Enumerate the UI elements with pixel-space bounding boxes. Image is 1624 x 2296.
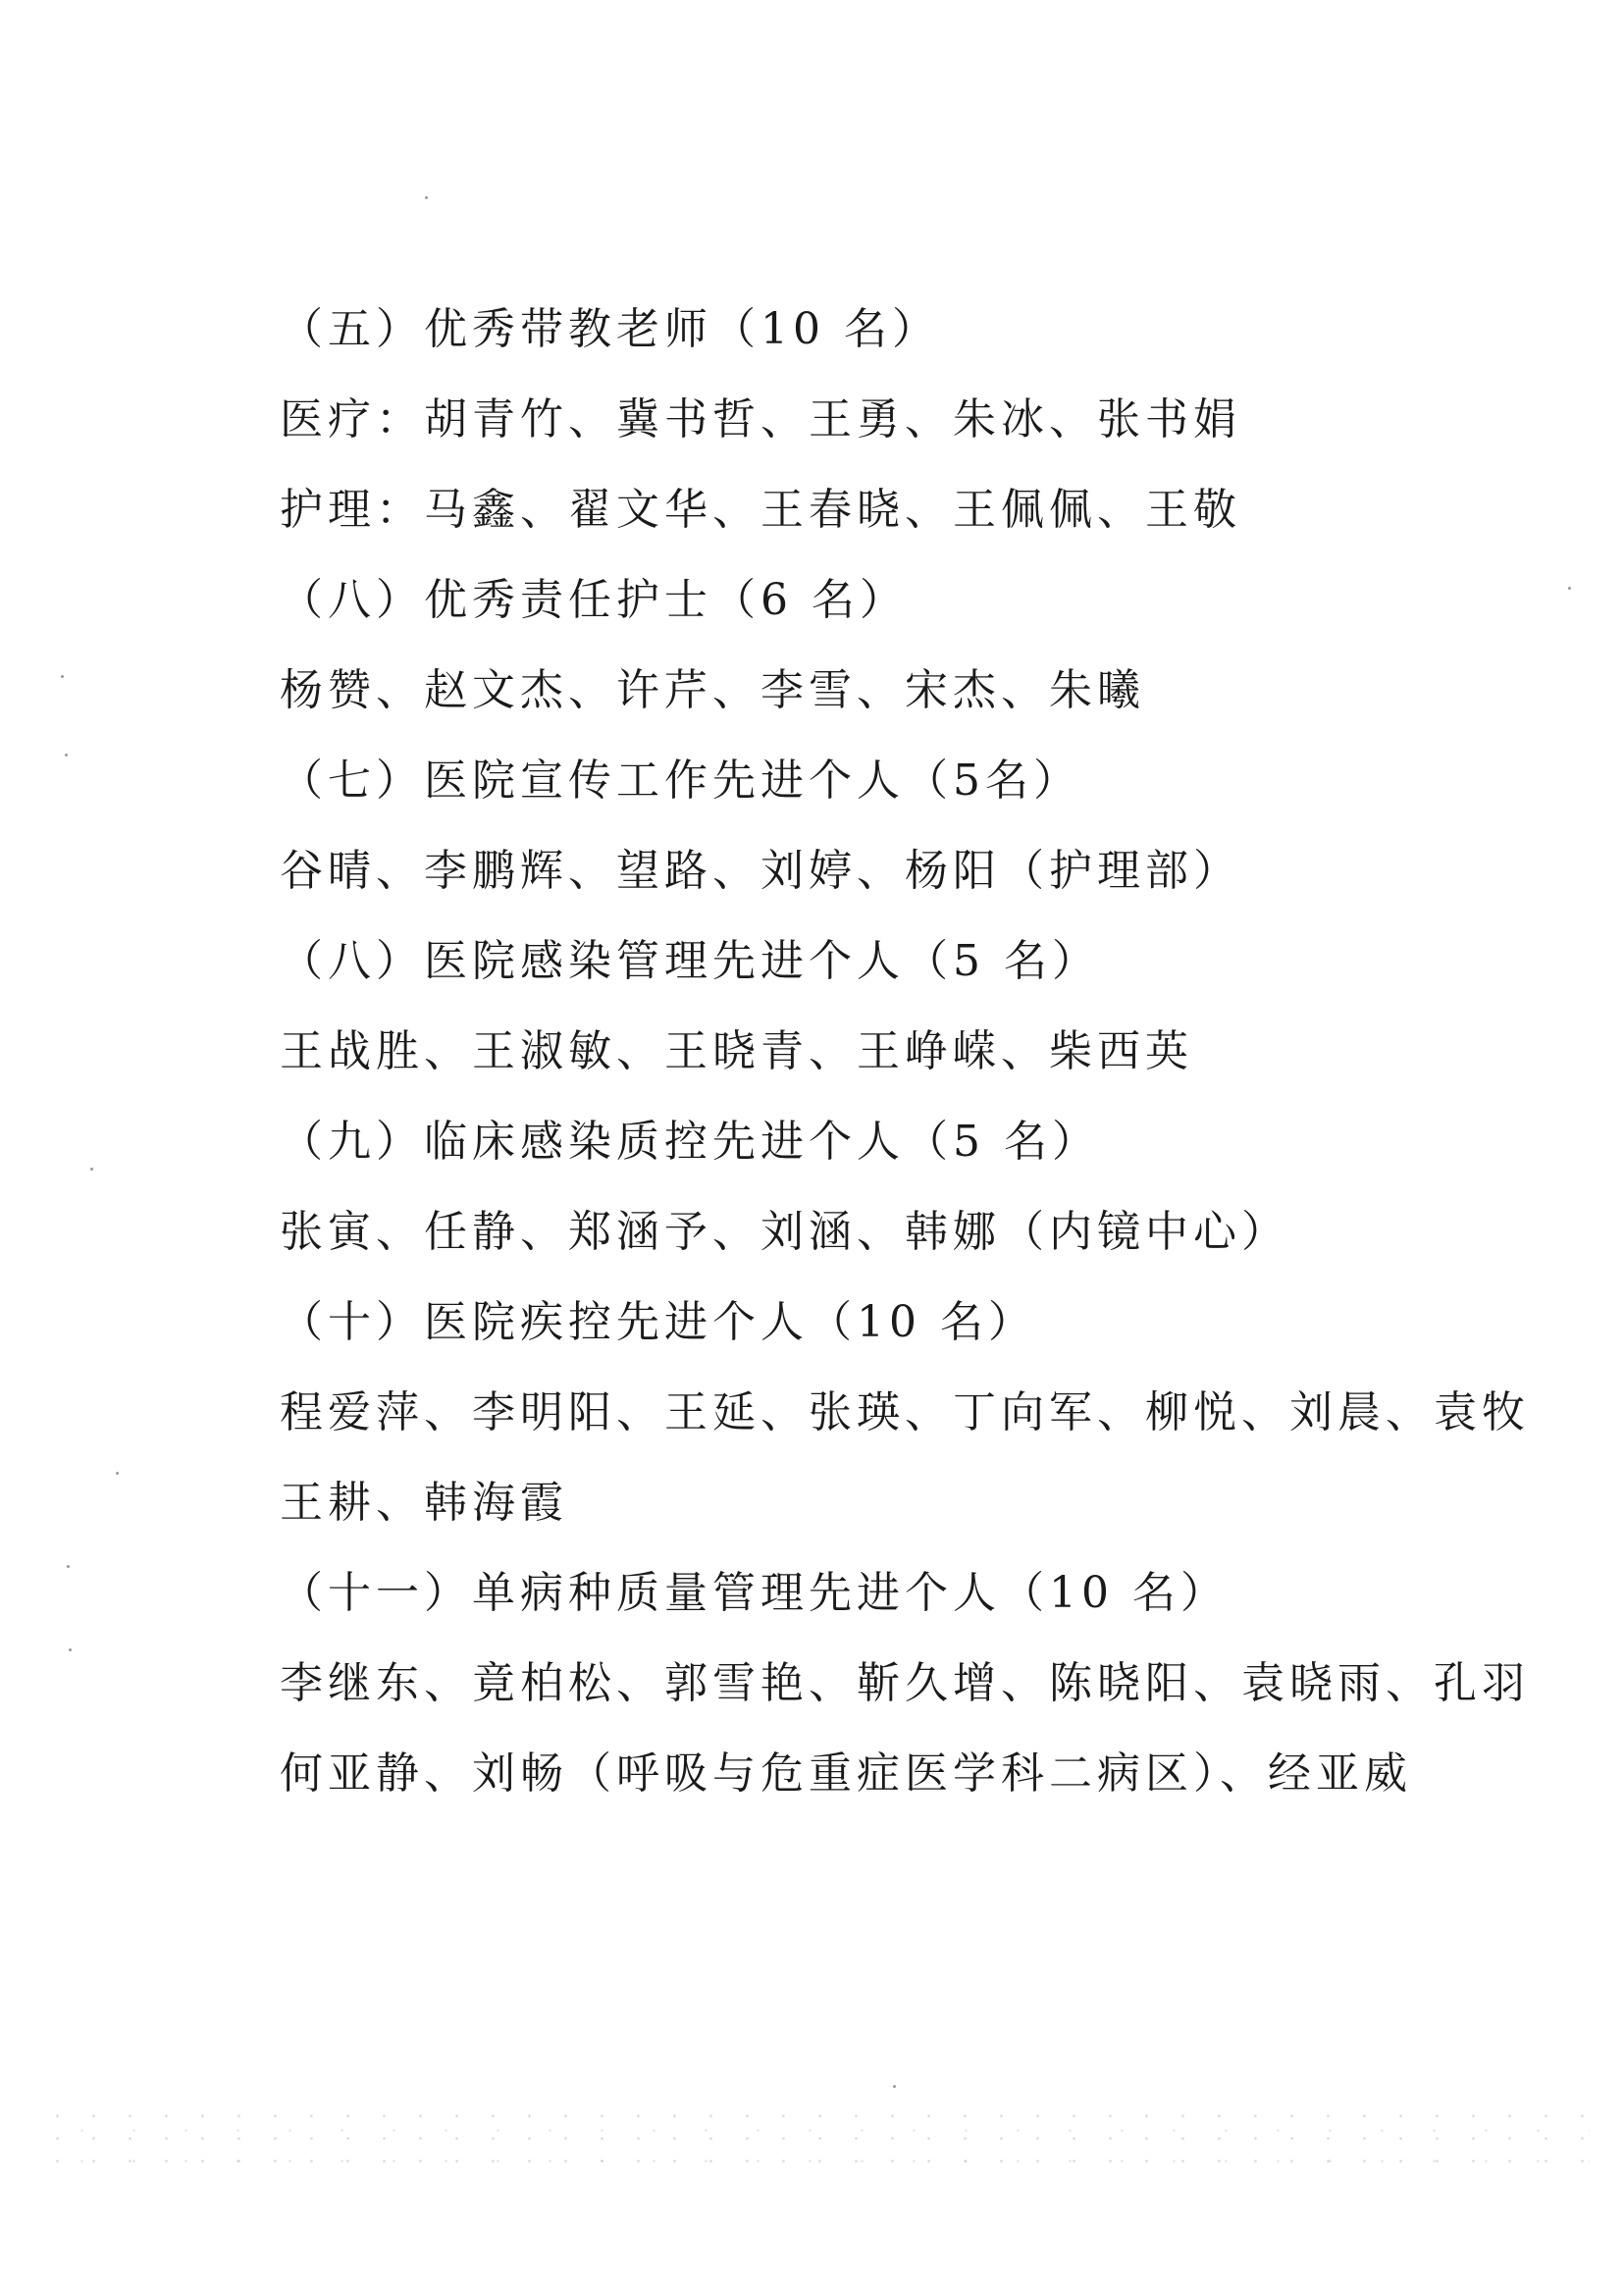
text-line-disease-control-2: 王耕、韩海霞 xyxy=(280,1478,568,1528)
scan-speck xyxy=(90,1168,93,1171)
section-heading-publicity: （七）医院宣传工作先进个人（5名） xyxy=(280,756,1081,806)
section-heading-disease-control: （十）医院疾控先进个人（10 名） xyxy=(280,1297,1036,1347)
scan-speck xyxy=(65,754,68,757)
section-heading-excellent-teachers: （五）优秀带教老师（10 名） xyxy=(280,304,940,354)
text-line-single-disease-quality-1: 李继东、竟柏松、郭雪艳、靳久增、陈晓阳、袁晓雨、孔羽 xyxy=(280,1658,1530,1708)
text-line-nursing-teachers: 护理：马鑫、翟文华、王春晓、王佩佩、王敬 xyxy=(280,485,1241,535)
scan-speck xyxy=(425,196,428,199)
scan-speck xyxy=(893,2085,896,2088)
scan-speck xyxy=(69,1648,72,1651)
section-heading-infection-quality-control: （九）临床感染质控先进个人（5 名） xyxy=(280,1117,1100,1167)
document-body xyxy=(280,285,1530,1819)
text-line-single-disease-quality-2: 何亚静、刘畅（呼吸与危重症医学科二病区）、经亚威 xyxy=(280,1748,1412,1799)
scan-noise-band xyxy=(39,2105,1590,2173)
section-heading-single-disease-quality: （十一）单病种质量管理先进个人（10 名） xyxy=(280,1568,1229,1618)
text-line-medical-teachers: 医疗：胡青竹、冀书哲、王勇、朱冰、张书娟 xyxy=(280,394,1241,444)
scan-speck xyxy=(116,1472,119,1475)
text-line-disease-control-1: 程爱萍、李明阳、王延、张瑛、丁向军、柳悦、刘晨、袁牧 xyxy=(280,1387,1530,1437)
text-line-publicity: 谷晴、李鹏辉、望路、刘婷、杨阳（护理部） xyxy=(280,846,1241,896)
text-line-responsible-nurses: 杨赞、赵文杰、许芹、李雪、宋杰、朱曦 xyxy=(280,665,1145,715)
scan-speck xyxy=(1568,587,1571,590)
text-line-infection-quality-control: 张寅、任静、郑涵予、刘涵、韩娜（内镜中心） xyxy=(280,1207,1289,1257)
text-line-infection-management: 王战胜、王淑敏、王晓青、王峥嵘、柴西英 xyxy=(280,1026,1193,1076)
section-heading-infection-management: （八）医院感染管理先进个人（5 名） xyxy=(280,936,1100,986)
scan-speck xyxy=(67,1565,70,1568)
section-heading-responsible-nurses: （八）优秀责任护士（6 名） xyxy=(280,575,908,625)
scan-speck xyxy=(61,675,64,678)
